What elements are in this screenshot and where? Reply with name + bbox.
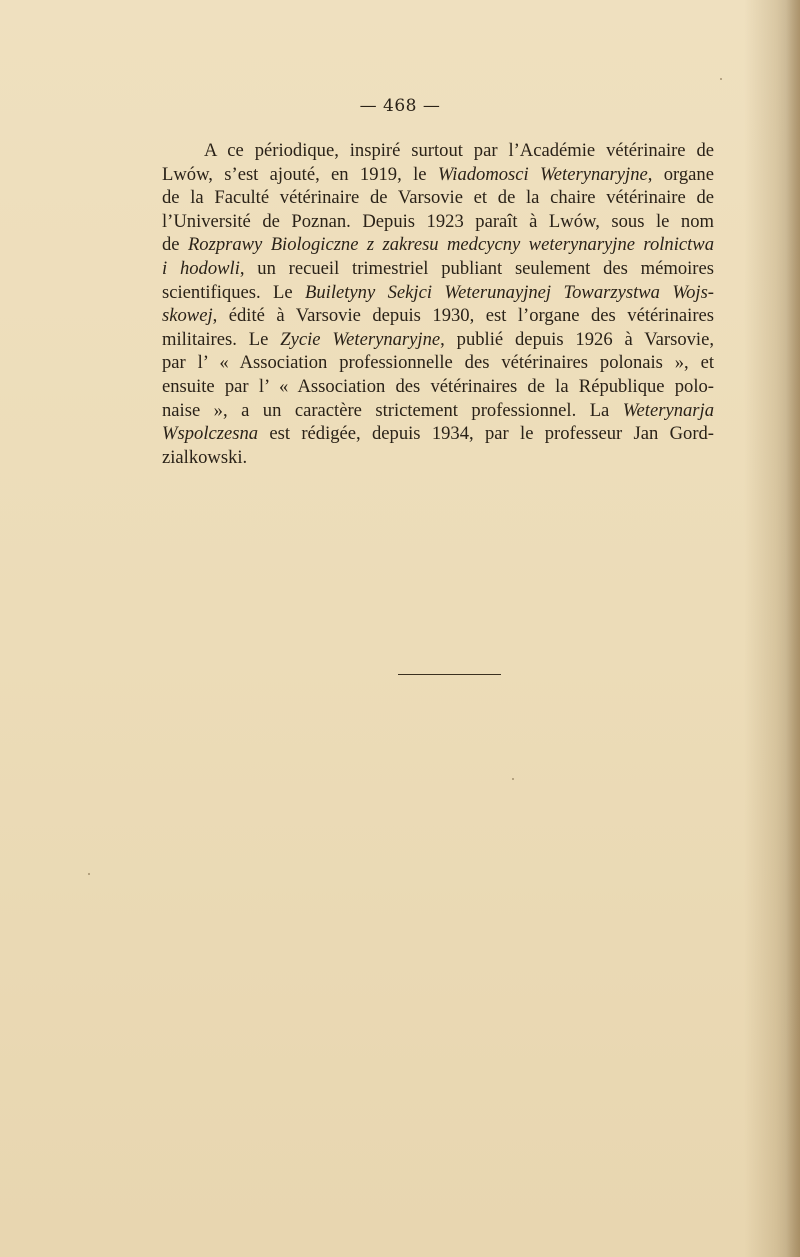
text-line: [162, 210, 714, 234]
text-line: [162, 163, 714, 187]
line-text: scientifiques. Le: [162, 281, 306, 303]
line-text: de: [162, 234, 188, 256]
paper-speck: [720, 78, 722, 80]
line-text: est rédigée, depuis 1934, par le professeur Jan Gord-: [258, 423, 714, 445]
line-text: , édité à Varsovie depuis 1930, est l’organe des vétérinaires: [212, 305, 714, 327]
text-line: [162, 375, 714, 399]
italic-title-text: Weterynarja: [622, 399, 714, 421]
text-line: [162, 351, 714, 375]
line-text: de la Faculté vétérinaire de Varsovie et de la chaire vétérinaire de: [162, 187, 714, 209]
italic-title-text: skowej: [162, 305, 213, 327]
page-edge-shadow: [786, 0, 800, 1257]
section-divider-rule: [398, 674, 501, 675]
text-line: [162, 399, 714, 423]
italic-title-text: Wspolczesna: [162, 423, 259, 445]
line-text: Lwów, s’est ajouté, en 1919, le: [162, 163, 438, 185]
line-text: naise », a un caractère strictement professionnel. La: [162, 399, 623, 421]
italic-title-text: Zycie Weterynaryjne: [280, 328, 441, 350]
line-text: , publié depuis 1926 à Varsovie,: [440, 328, 714, 350]
text-line: [162, 304, 714, 328]
line-text: ensuite par l’ « Association des vétérinaires de la République polo-: [162, 375, 714, 397]
line-text: militaires. Le: [162, 328, 281, 350]
line-text: zialkowski.: [162, 446, 248, 468]
text-line: [162, 328, 714, 352]
text-line: [162, 281, 714, 305]
text-line: [162, 139, 714, 163]
line-text: l’Université de Poznan. Depuis 1923 paraît à Lwów, sous le nom: [162, 210, 714, 232]
italic-title-text: Builetyny Sekjci Weterunayjnej Towarzystwa Wojs-: [305, 281, 714, 303]
line-text: , un recueil trimestriel publiant seulement des mémoires: [239, 257, 714, 279]
page-number: — 468 —: [359, 96, 441, 116]
paper-speck: [88, 873, 90, 875]
line-text: par l’ « Association professionnelle des vétérinaires polonais », et: [162, 352, 714, 374]
body-paragraph: [162, 139, 714, 469]
paper-speck: [512, 778, 514, 780]
text-line: [162, 446, 714, 470]
text-line: [162, 257, 714, 281]
italic-title-text: i hodowli: [162, 257, 240, 279]
italic-title-text: Rozprawy Biologiczne z zakresu medcycny weterynaryjne rolnictwa: [187, 234, 714, 256]
line-text: A ce périodique, inspiré surtout par l’Académie vétérinaire de: [204, 140, 714, 161]
text-line: [162, 186, 714, 210]
text-line: [162, 422, 714, 446]
text-line: [162, 233, 714, 257]
italic-title-text: Wiadomosci Weterynaryjne: [437, 163, 648, 185]
line-text: , organe: [647, 163, 714, 185]
